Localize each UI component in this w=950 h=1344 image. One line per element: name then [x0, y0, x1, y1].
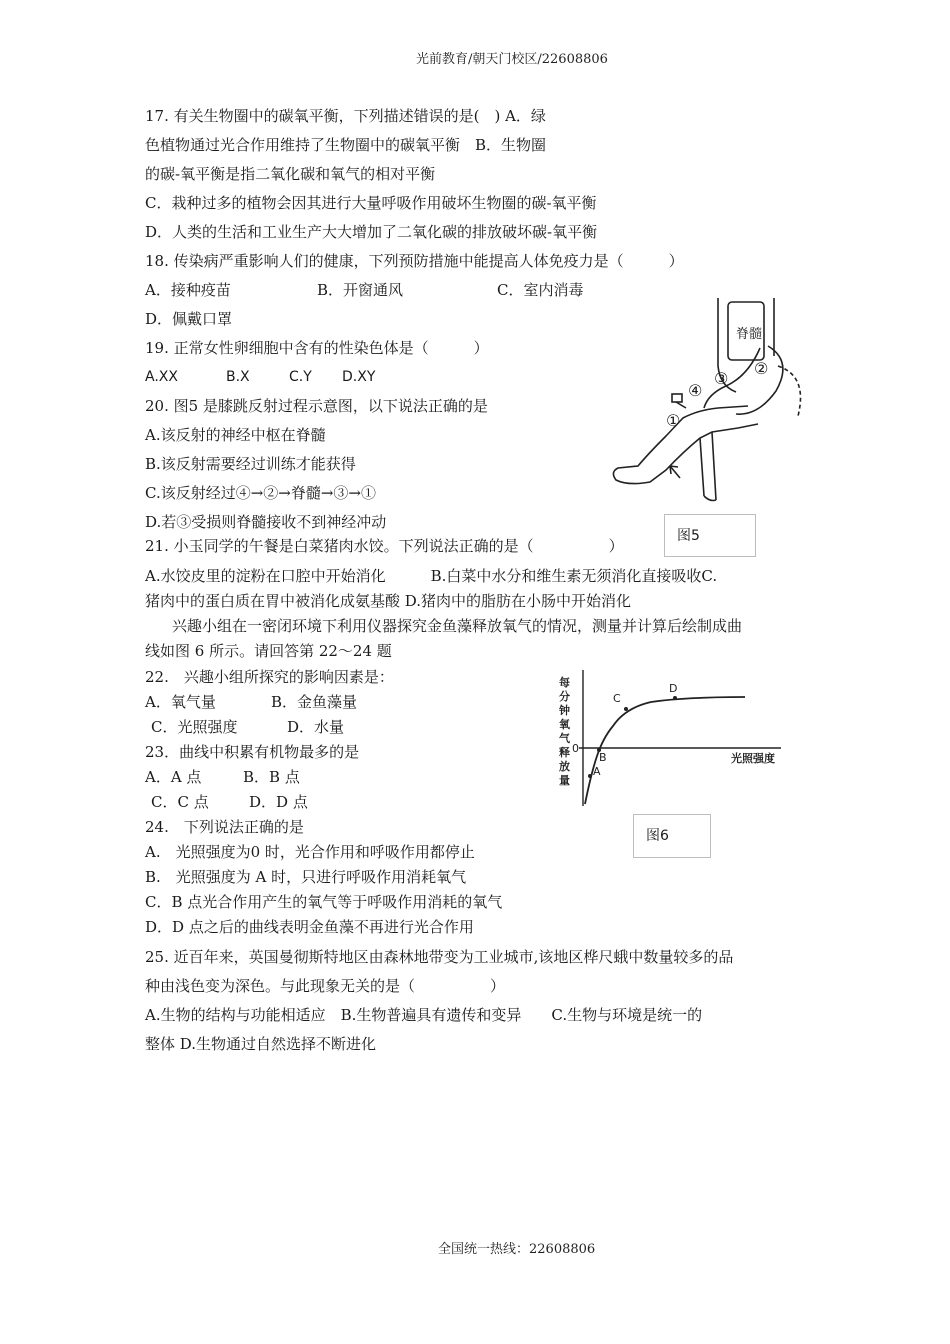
figure6-point-a: A: [593, 765, 601, 778]
q19-stem: 19. 正常女性卵细胞中含有的性染色体是（ ）: [145, 339, 489, 357]
q20-option-c: C.该反射经过④→②→脊髓→③→①: [145, 484, 376, 502]
q22-option-a: A．氧气量: [145, 693, 216, 711]
q24-stem: 24. 下列说法正确的是: [145, 818, 304, 836]
q17-stem-line3: 的碳-氧平衡是指二氧化碳和氧气的相对平衡: [145, 165, 436, 183]
figure6-curve: [585, 697, 745, 804]
q17-option-c: C．栽种过多的植物会因其进行大量呼吸作用破坏生物圈的碳-氧平衡: [145, 194, 597, 212]
q17-stem-line2: 色植物通过光合作用维持了生物圈中的碳氧平衡 B．生物圈: [145, 136, 547, 154]
q17-option-d: D．人类的生活和工业生产大大增加了二氧化碳的排放破坏碳-氧平衡: [145, 223, 598, 241]
figure5-reflex-diagram: [608, 296, 808, 516]
q23-option-b: B．B 点: [243, 768, 300, 786]
q23-stem: 23．曲线中积累有机物最多的是: [145, 743, 360, 761]
figure6-point-c-dot: [624, 707, 628, 711]
q20-option-b: B.该反射需要经过训练才能获得: [145, 455, 356, 473]
figure5-num-3: ③: [714, 369, 729, 388]
q24-option-a: A. 光照强度为0 时，光合作用和呼吸作用都停止: [145, 843, 475, 861]
q19-option-a: A.XX: [145, 369, 178, 385]
q24-option-b: B. 光照强度为 A 时，只进行呼吸作用消耗氧气: [145, 868, 467, 886]
q18-option-b: B．开窗通风: [317, 281, 404, 299]
q19-option-d: D.XY: [342, 369, 376, 385]
figure5-spine-label: 脊髓: [736, 327, 763, 342]
q23-option-d: D．D 点: [249, 793, 308, 811]
figure6-point-d: D: [669, 682, 678, 695]
figure6-curve-chart: [555, 664, 795, 814]
q18-option-c: C．室内消毒: [497, 281, 584, 299]
figure5-num-2: ②: [754, 359, 769, 378]
figure6-point-c: C: [613, 692, 621, 705]
figure6-point-a-dot: [588, 774, 592, 778]
q20-option-a: A.该反射的神经中枢在脊髓: [145, 426, 326, 444]
figure6-ylabel-char-5: 气: [559, 732, 570, 745]
q22-option-d: D．水量: [287, 718, 345, 736]
figure6-ylabel-char-1: 每: [559, 676, 570, 689]
q18-option-d: D．佩戴口罩: [145, 310, 233, 328]
figure6-ylabel-char-4: 氧: [559, 718, 570, 731]
figure6-point-b: B: [599, 751, 607, 764]
q19-option-c: C.Y: [289, 369, 312, 385]
q18-option-a: A．接种疫苗: [145, 281, 231, 299]
figure5-num-4: ④: [688, 381, 703, 400]
intro-line1: 兴趣小组在一密闭环境下利用仪器探究金鱼藻释放氧气的情况，测量并计算后绘制成曲: [172, 617, 743, 635]
q24-option-d: D．D 点之后的曲线表明金鱼藻不再进行光合作用: [145, 918, 474, 936]
q22-option-b: B．金鱼藻量: [271, 693, 358, 711]
figure6-ylabel-char-2: 分: [559, 690, 570, 703]
q23-option-c: C．C 点: [151, 793, 209, 811]
q25-stem-line2: 种由浅色变为深色。与此现象无关的是（ ）: [145, 977, 506, 995]
q21-options-line1: A.水饺皮里的淀粉在口腔中开始消化 B.白菜中水分和维生素无须消化直接吸收C.: [145, 567, 718, 585]
q25-options-line1: A.生物的结构与功能相适应 B.生物普遍具有遗传和变异 C.生物与环境是统一的: [145, 1006, 703, 1024]
intro-line2: 线如图 6 所示。请回答第 22～24 题: [145, 642, 392, 660]
figure6-ylabel-char-6: 释: [559, 746, 570, 759]
figure6-ylabel-char-3: 钟: [559, 704, 570, 717]
q23-option-a: A．A 点: [145, 768, 202, 786]
q21-options-line2: 猪肉中的蛋白质在胃中被消化成氨基酸 D.猪肉中的脂肪在小肠中开始消化: [145, 592, 632, 610]
figure6-origin: 0: [572, 742, 579, 755]
q21-stem: 21. 小玉同学的午餐是白菜猪肉水饺。下列说法正确的是（ ）: [145, 537, 624, 555]
q22-stem: 22. 兴趣小组所探究的影响因素是：: [145, 668, 394, 686]
q24-option-c: C．B 点光合作用产生的氧气等于呼吸作用消耗的氧气: [145, 893, 503, 911]
figure6-ylabel-char-7: 放: [559, 760, 570, 773]
figure6-ylabel-char-8: 量: [559, 774, 570, 787]
figure5-num-1: ①: [666, 411, 681, 430]
q22-option-c: C．光照强度: [151, 718, 238, 736]
page-header: 光前教育/朝天门校区/22608806: [416, 52, 608, 67]
q20-option-d: D.若③受损则脊髓接收不到神经冲动: [145, 513, 387, 531]
figure6-label: 图6: [633, 814, 711, 858]
q25-stem-line1: 25. 近百年来，英国曼彻斯特地区由森林地带变为工业城市,该地区桦尺蛾中数量较多的品: [145, 948, 734, 966]
q19-option-b: B.X: [226, 369, 250, 385]
q20-stem: 20. 图5 是膝跳反射过程示意图，以下说法正确的是: [145, 397, 488, 415]
q18-stem: 18. 传染病严重影响人们的健康，下列预防措施中能提高人体免疫力是（ ）: [145, 252, 684, 270]
page-footer: 全国统一热线：22608806: [438, 1242, 596, 1257]
figure5-label: 图5: [664, 514, 756, 557]
q25-options-line2: 整体 D.生物通过自然选择不断进化: [145, 1035, 377, 1053]
figure6-point-d-dot: [673, 696, 677, 700]
q17-stem-line1: 17. 有关生物圈中的碳氧平衡，下列描述错误的是( ) A．绿: [145, 107, 546, 125]
figure6-xlabel: 光照强度: [731, 752, 775, 765]
